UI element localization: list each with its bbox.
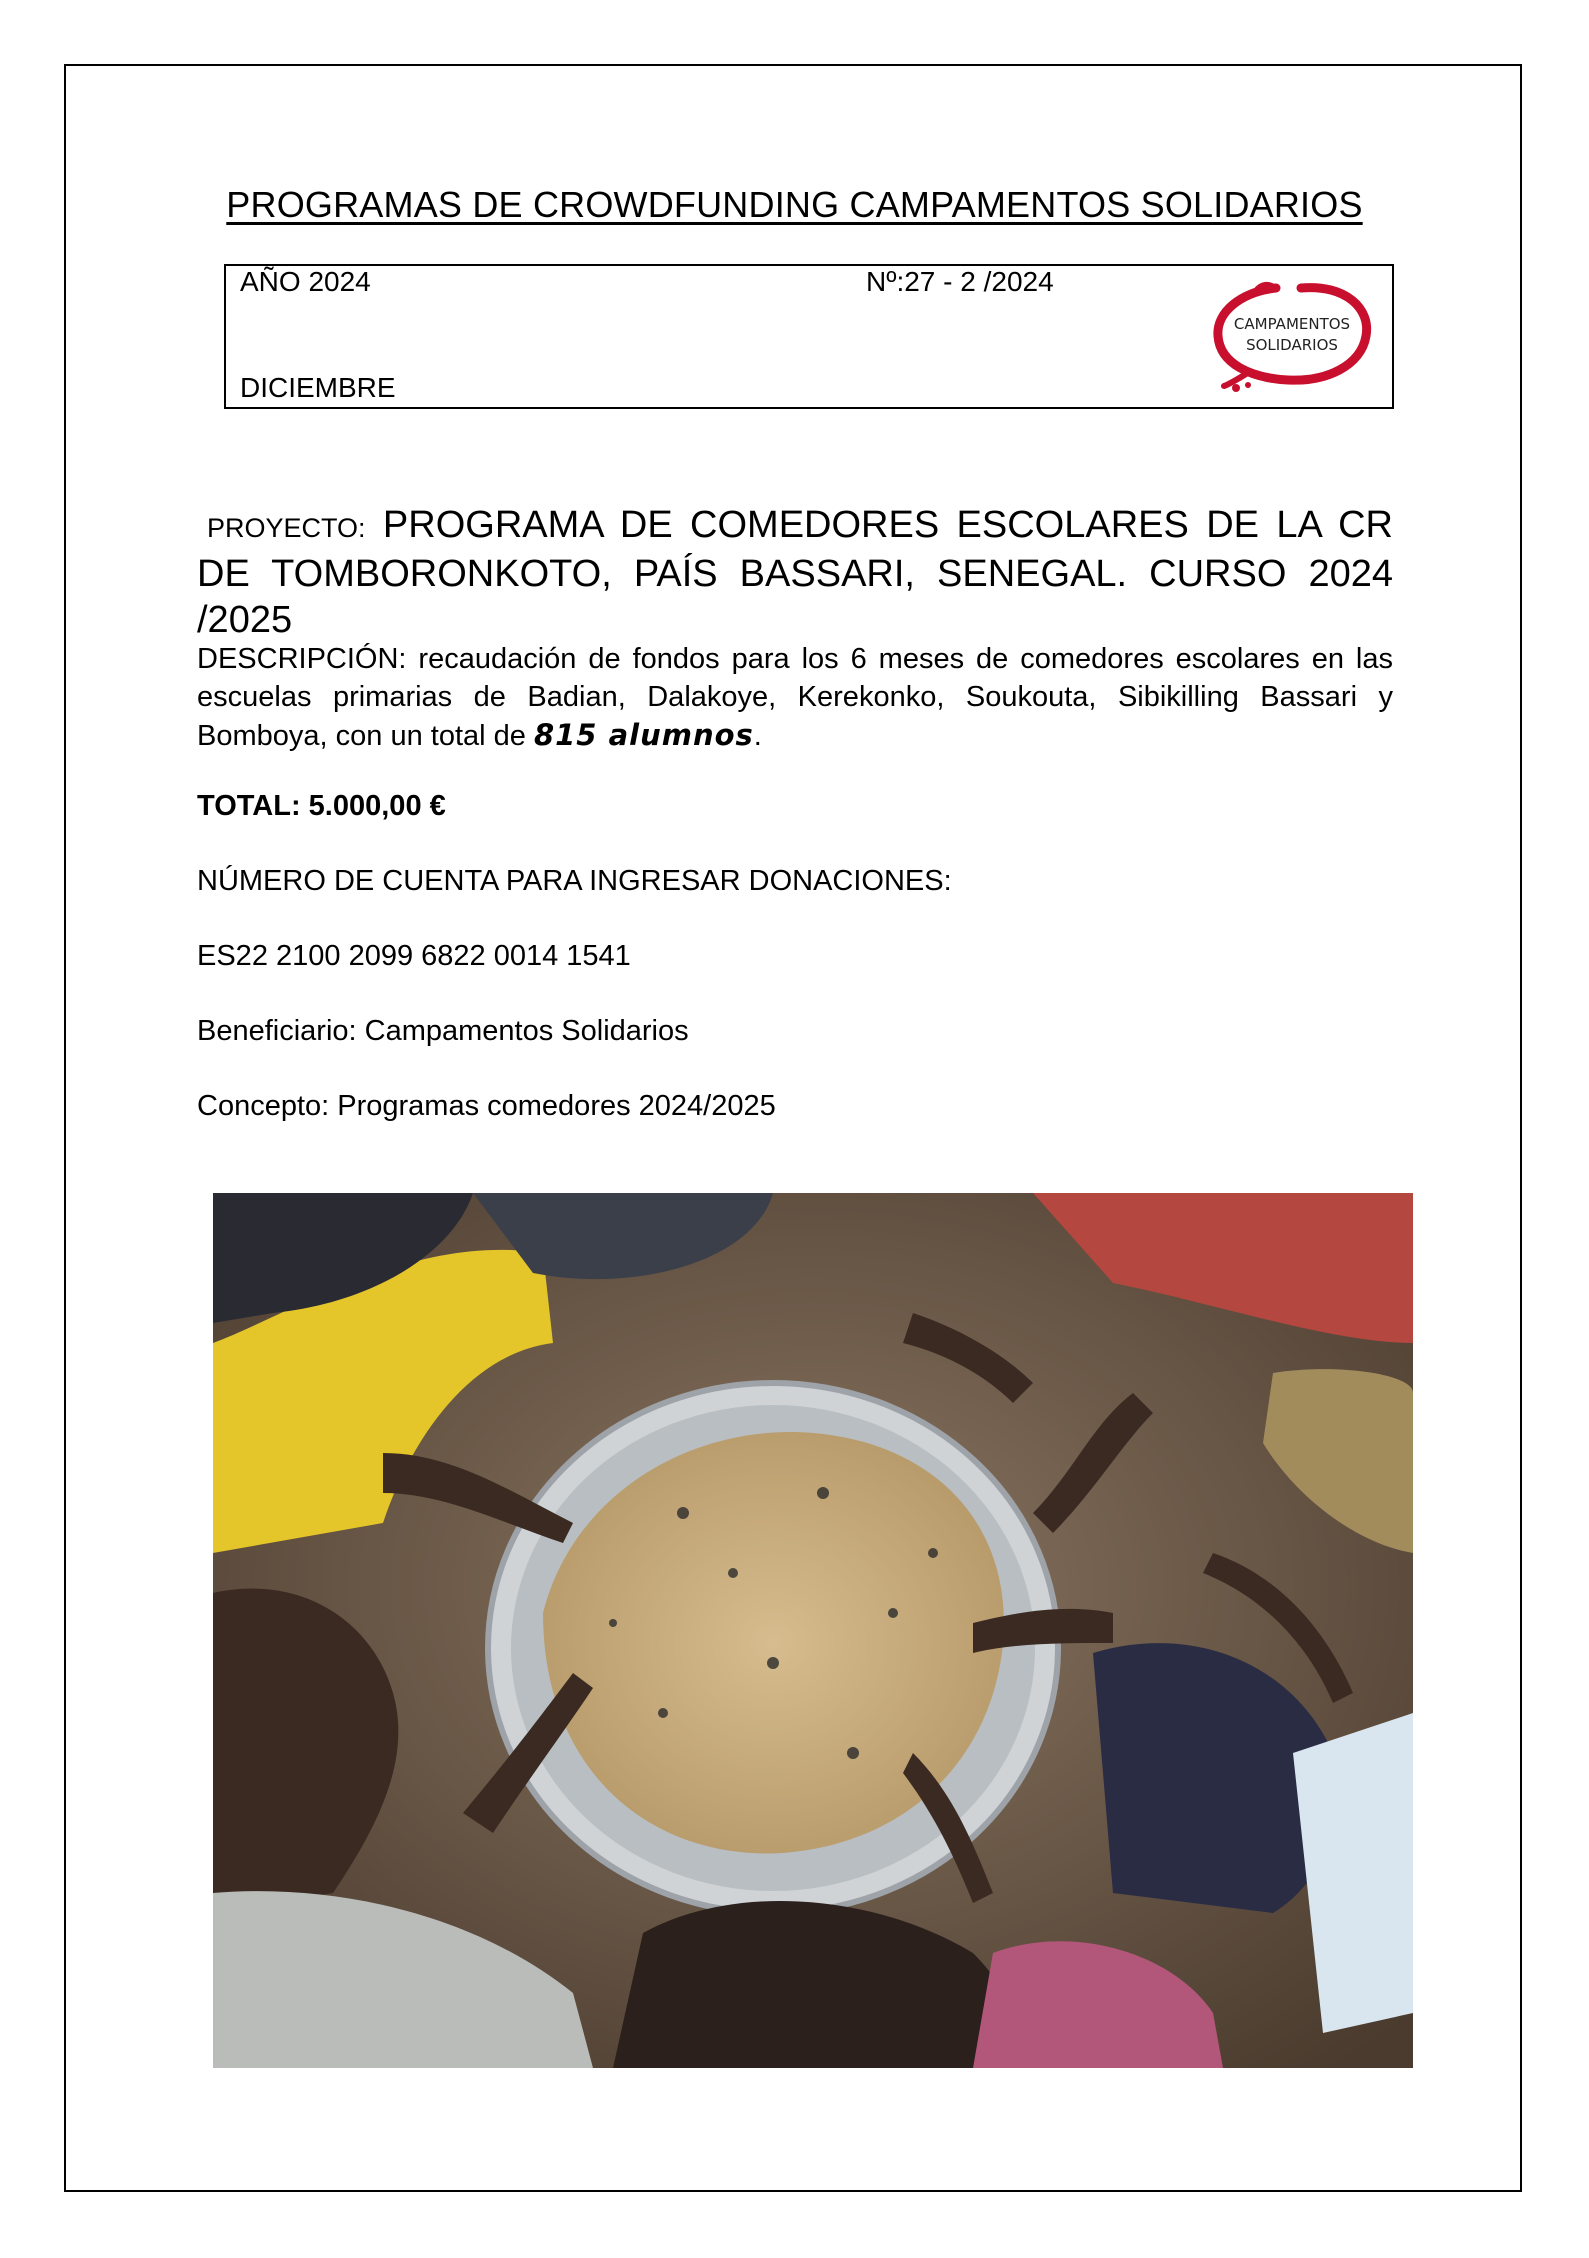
logo-text-line1: CAMPAMENTOS (1233, 315, 1351, 333)
project-text: PROGRAMA DE COMEDORES ESCOLARES DE LA CR DE TOMBORONKOTO, PAÍS BASSARI, SENEGAL. CURSO 2024 /2025 (197, 504, 1393, 641)
account-label: NÚMERO DE CUENTA PARA INGRESAR DONACIONES: (197, 865, 952, 897)
iban-number: ES22 2100 2099 6822 0014 1541 (197, 940, 631, 972)
project-heading (197, 502, 1393, 643)
program-number: Nº:27 - 2 /2024 (866, 266, 1054, 297)
description-text: DESCRIPCIÓN: recaudación de fondos para los 6 meses de comedores escolares en las escuelas primarias de Badian, Dalakoye, Kerekonko, Soukouta, Sibikilling Bassari y Bomboya, con un total de (197, 643, 1393, 752)
children-eating-photo (213, 1193, 1413, 2068)
year-label: AÑO 2024 (240, 266, 371, 297)
description-end: . (753, 720, 762, 752)
student-count: 815 alumnos (533, 718, 754, 752)
campamentos-solidarios-logo (1206, 274, 1376, 394)
project-label: PROYECTO: (207, 513, 366, 543)
page-title: PROGRAMAS DE CROWDFUNDING CAMPAMENTOS SOLIDARIOS (226, 184, 1363, 225)
total-amount: TOTAL: 5.000,00 € (197, 790, 446, 822)
concept-line: Concepto: Programas comedores 2024/2025 (197, 1090, 776, 1122)
description-paragraph (197, 640, 1393, 755)
month-label: DICIEMBRE (240, 372, 396, 403)
beneficiary-line: Beneficiario: Campamentos Solidarios (197, 1015, 689, 1047)
logo-text-line2: SOLIDARIOS (1246, 336, 1338, 354)
